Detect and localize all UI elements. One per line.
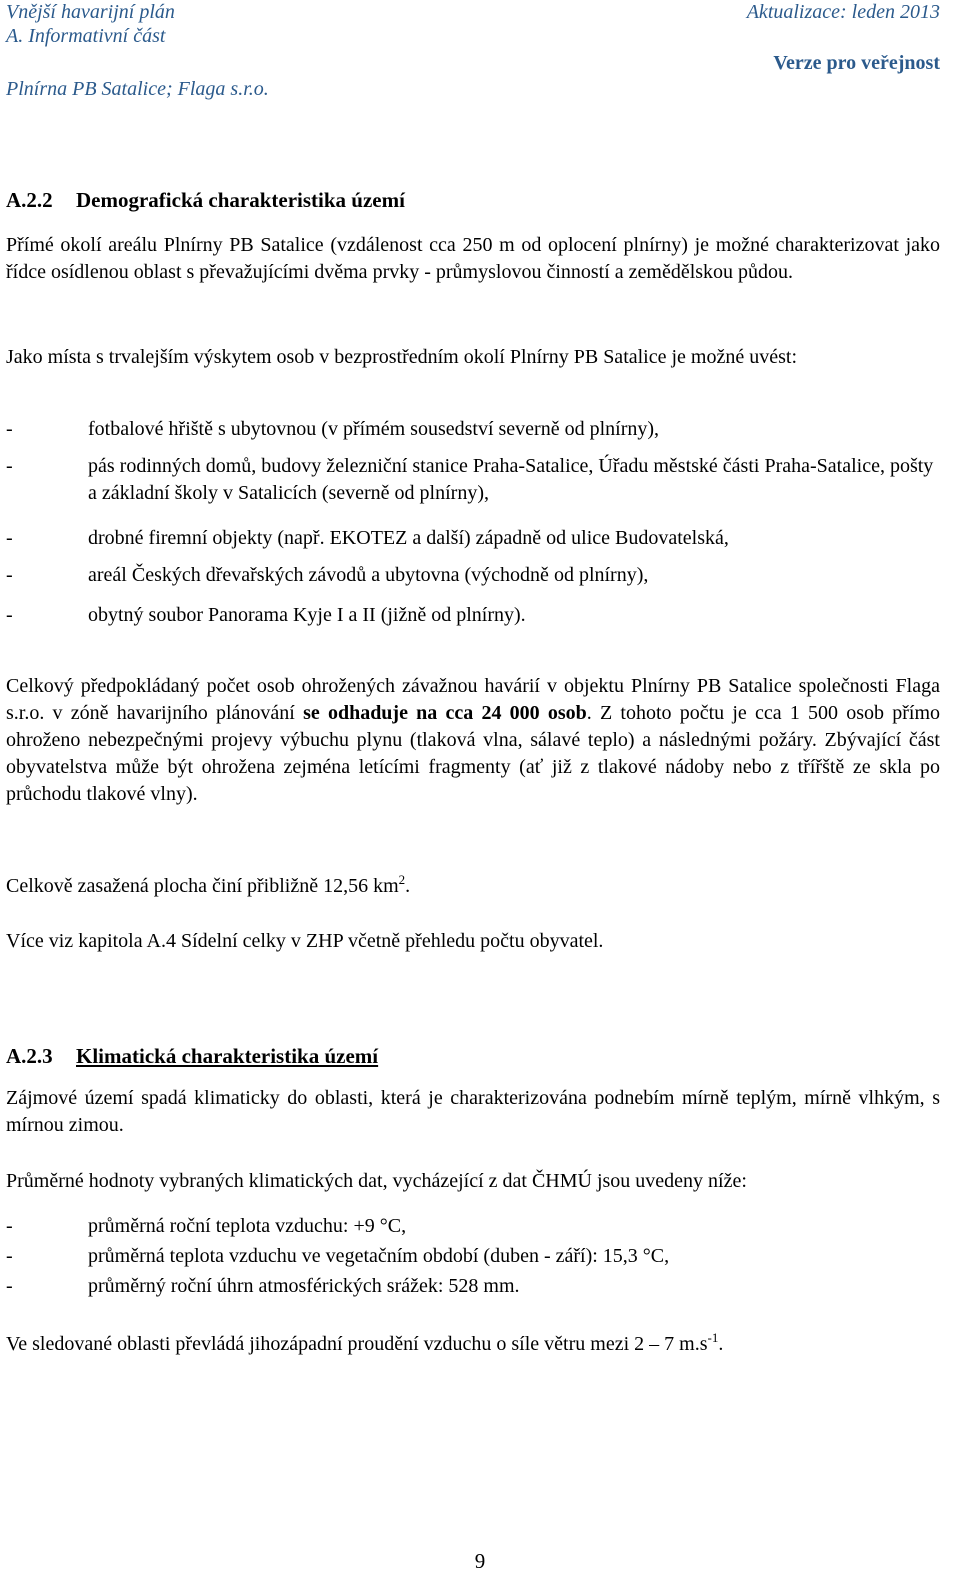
header-version: Verze pro veřejnost bbox=[773, 52, 940, 74]
area-superscript: 2 bbox=[398, 872, 406, 887]
paragraph-wind bbox=[6, 1331, 940, 1358]
list-dash: - bbox=[6, 527, 13, 549]
list-dash: - bbox=[6, 1245, 13, 1267]
area-text: Celkově zasažená plocha činí přibližně 12,56 km bbox=[6, 875, 399, 897]
paragraph-area bbox=[6, 873, 940, 900]
paragraph-persons bbox=[6, 673, 940, 808]
paragraph: Průměrné hodnoty vybraných klimatických dat, vycházející z dat ČHMÚ jsou uvedeny níže: bbox=[6, 1170, 747, 1192]
list-item bbox=[6, 562, 940, 589]
header-update: Aktualizace: leden 2013 bbox=[746, 1, 940, 23]
header-part: A. Informativní část bbox=[6, 25, 166, 47]
paragraph: Jako místa s trvalejším výskytem osob v bezprostředním okolí Plnírny PB Satalice je možné uvést: bbox=[6, 346, 798, 368]
wind-text: Ve sledované oblasti převládá jihozápadní proudění vzduchu o síle větru mezi 2 – 7 m.s bbox=[6, 1333, 708, 1355]
paragraph-persons-b: . Z tohoto počtu je cca 1 500 osob přímo ohroženo nebezpečnými projevy výbuchu plynu (tlaková vlna, sálavé teplo) a následnými požáry. Zbývající část obyvatelstva může být ohrožena zejména letícími fragmenty (ať již z tlakové nádoby nebo z třířště ze skla po průchodu tlakové vlny). bbox=[6, 702, 941, 805]
list-item bbox=[6, 416, 940, 443]
list-item-text: obytný soubor Panorama Kyje I a II (jižně od plnírny). bbox=[88, 604, 526, 626]
page-number: 9 bbox=[474, 1549, 486, 1573]
list-dash: - bbox=[6, 418, 13, 440]
list-item-text: průměrná roční teplota vzduchu: +9 °C, bbox=[88, 1215, 407, 1237]
list-item-text: průměrný roční úhrn atmosférických srážek: 528 mm. bbox=[88, 1275, 520, 1297]
list-dash: - bbox=[6, 564, 13, 586]
list-item bbox=[6, 1273, 940, 1300]
section-heading-a23 bbox=[6, 1044, 378, 1069]
list-item-text: drobné firemní objekty (např. EKOTEZ a další) západně od ulice Budovatelská, bbox=[88, 527, 729, 549]
paragraph-persons-a: Celkový předpokládaný počet osob ohrožených závažnou havárií v objektu Plnírny PB Satalice společnosti Flaga s.r.o. v zóně havarijního plánování bbox=[6, 675, 940, 724]
header-plant: Plnírna PB Satalice; Flaga s.r.o. bbox=[6, 78, 269, 100]
list-dash: - bbox=[6, 604, 13, 626]
paragraph: Více viz kapitola A.4 Sídelní celky v ZHP včetně přehledu počtu obyvatel. bbox=[6, 930, 604, 952]
list-dash: - bbox=[6, 1275, 13, 1297]
section-number: A.2.2 bbox=[6, 188, 53, 212]
list-item-text: průměrná teplota vzduchu ve vegetačním období (duben - září): 15,3 °C, bbox=[88, 1245, 670, 1267]
list-item bbox=[6, 525, 940, 552]
list-item bbox=[6, 602, 940, 629]
section-title: Klimatická charakteristika území bbox=[76, 1044, 379, 1068]
list-item-text: areál Českých dřevařských závodů a ubytovna (východně od plnírny), bbox=[88, 564, 649, 586]
list-item bbox=[6, 453, 940, 507]
area-end: . bbox=[405, 875, 411, 897]
section-heading-a22 bbox=[6, 188, 405, 213]
list-item bbox=[6, 1243, 940, 1270]
list-dash: - bbox=[6, 455, 13, 477]
header-title: Vnější havarijní plán bbox=[6, 1, 175, 23]
section-title: Demografická charakteristika území bbox=[76, 188, 405, 212]
wind-end: . bbox=[718, 1333, 724, 1355]
wind-superscript: -1 bbox=[707, 1330, 719, 1345]
list-item-text: fotbalové hřiště s ubytovnou (v přímém sousedství severně od plnírny), bbox=[88, 418, 660, 440]
paragraph: Přímé okolí areálu Plnírny PB Satalice (vzdálenost cca 250 m od oplocení plnírny) je možné charakterizovat jako řídce osídlenou oblast s převažujícími dvěma prvky - průmyslovou činností a zemědělskou půdou. bbox=[6, 234, 940, 283]
section-number: A.2.3 bbox=[6, 1044, 53, 1068]
paragraph-persons-bold: se odhaduje na cca 24 000 osob bbox=[303, 702, 587, 724]
list-dash: - bbox=[6, 1215, 13, 1237]
list-item bbox=[6, 1213, 940, 1240]
paragraph: Zájmové území spadá klimaticky do oblasti, která je charakterizována podnebím mírně teplým, mírně vlhkým, s mírnou zimou. bbox=[6, 1087, 940, 1136]
list-item-text: pás rodinných domů, budovy železniční stanice Praha-Satalice, Úřadu městské části Praha-Satalice, pošty a základní školy v Satalicích (severně od plnírny), bbox=[88, 455, 934, 504]
